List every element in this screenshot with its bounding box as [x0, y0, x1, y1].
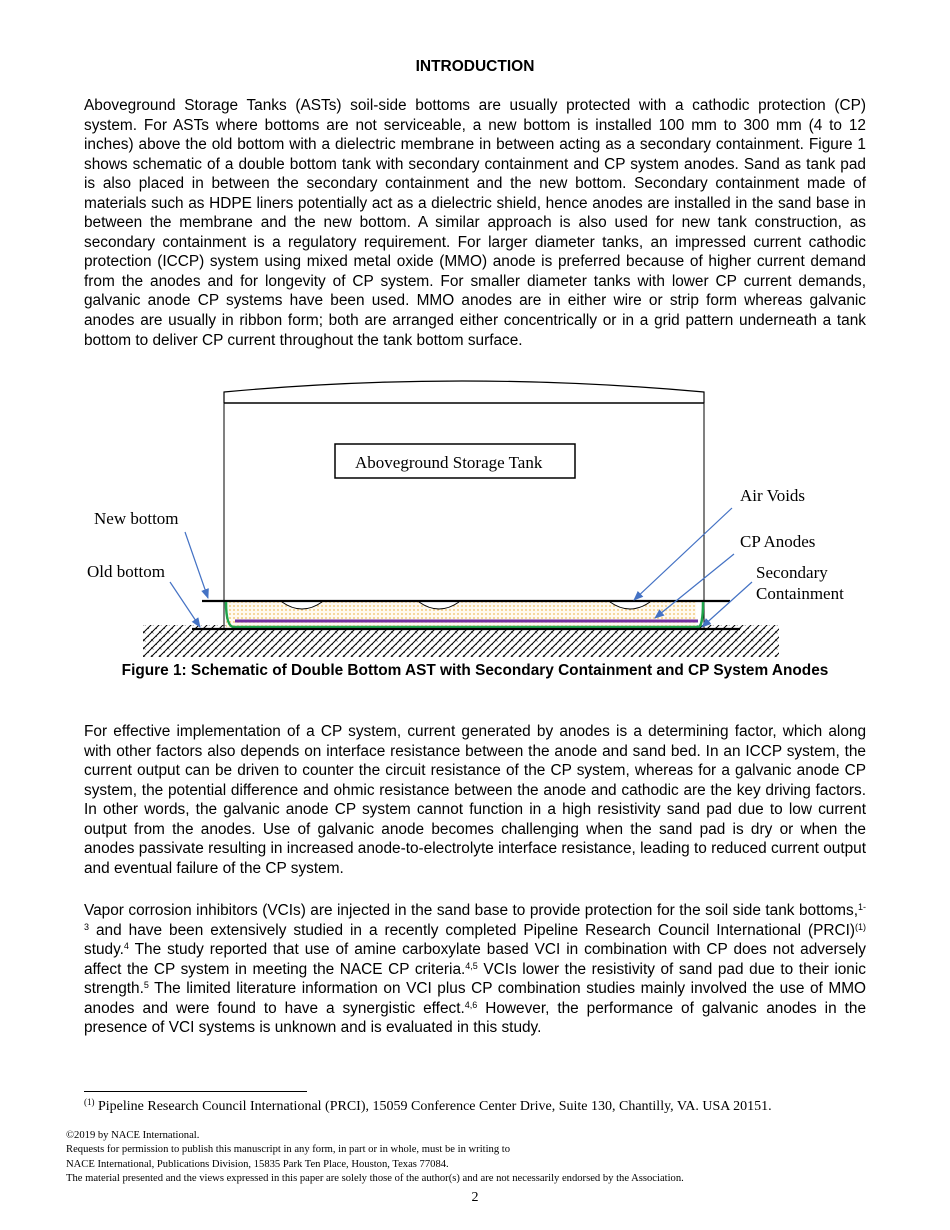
- citation: 5: [143, 980, 149, 991]
- label-air-voids: Air Voids: [740, 486, 806, 505]
- label-secondary: Secondary: [756, 563, 828, 582]
- citation: 4,6: [464, 999, 478, 1010]
- tank-label: Aboveground Storage Tank: [355, 453, 543, 472]
- label-containment: Containment: [756, 584, 844, 603]
- citation: 4,5: [465, 960, 478, 971]
- arrow-secondary-containment: [702, 582, 752, 627]
- footer-line: Requests for permission to publish this manuscript in any form, in part or in whole, must be in writing to: [66, 1144, 511, 1156]
- arrow-old-bottom: [170, 582, 200, 627]
- label-old-bottom: Old bottom: [87, 562, 165, 581]
- text: However, the performance of galvanic anodes in the presence of VCI systems is unknown and is evaluated in this study.: [84, 999, 866, 1037]
- section-heading: INTRODUCTION: [415, 58, 535, 75]
- page-number: 2: [471, 1190, 479, 1205]
- footnote-ref: (1): [855, 921, 866, 932]
- page-footer: [66, 1129, 684, 1186]
- text: VCIs lower the resistivity of sand pad due to their ionic strength.: [84, 960, 866, 998]
- text: Vapor corrosion inhibitors (VCIs) are injected in the sand base to provide protection for the soil side tank bottoms,: [84, 902, 858, 919]
- text: The limited literature information on VCI plus CP combination studies mainly involved the use of MMO anodes and were found to have a synergistic effect.: [84, 980, 866, 1017]
- arrow-air-voids: [634, 508, 732, 600]
- tank-roof: [224, 381, 704, 403]
- citation: 1-3: [84, 902, 866, 932]
- text: and have been extensively studied in a recently completed Pipeline Research Council International (PRCI): [89, 921, 855, 939]
- text: study.: [84, 941, 124, 959]
- footer-line: The material presented and the views expressed in this paper are solely those of the author(s) and are not necessarily endorsed by the Association.: [66, 1172, 684, 1184]
- label-new-bottom: New bottom: [94, 509, 179, 528]
- footnote-marker: (1): [84, 1097, 95, 1107]
- text: The study reported that use of amine carboxylate based VCI in combination with CP does not adversely affect the CP system in meeting the NACE CP criteria.: [84, 941, 866, 978]
- citation: 4: [123, 941, 129, 952]
- figure-caption: Figure 1: Schematic of Double Bottom AST with Secondary Containment and CP System Anodes: [121, 662, 829, 679]
- label-cp-anodes: CP Anodes: [740, 532, 816, 551]
- intro-paragraph-1: Aboveground Storage Tanks (ASTs) soil-side bottoms are usually protected with a cathodic protection (CP) system. For ASTs where bottoms are not serviceable, a new bottom is installed 100 mm to 300 mm (4 to 12 inches) above the old bottom with a dielectric membrane in between acting as a secondary containment. Figure 1 shows schematic of a double bottom tank with secondary containment and CP system anodes. Sand as tank pad is also placed in between the secondary containment and the new bottom. Secondary containment made of materials such as HDPE liners potentially act as a dielectric shield, hence anodes are installed in the sand base in between the membrane and the new bottom. A similar approach is also used for new tank construction, as secondary containment is a regulatory requirement. For larger diameter tanks, an impressed current cathodic protection (ICCP) system using mixed metal oxide (MMO) anode is preferred because of higher current demand from the anodes and for longevity of CP system. For smaller diameter tanks with lower CP current demands, galvanic anode CP systems have been used. MMO anodes are in either wire or strip form whereas galvanic anodes are usually in ribbon form; both are arranged either concentrically or in a grid pattern underneath a tank bottom to deliver CP current throughout the tank bottom surface.: [84, 97, 866, 349]
- footnote-text: Pipeline Research Council International (PRCI), 15059 Conference Center Drive, Suite 130, Chantilly, VA. USA 20151.: [94, 1099, 772, 1114]
- footer-copyright: ©2019 by NACE International.: [66, 1130, 200, 1141]
- intro-paragraph-3: [84, 901, 866, 1038]
- arrow-new-bottom: [185, 532, 208, 598]
- footer-line: NACE International, Publications Division, 15835 Park Ten Place, Houston, Texas 77084.: [66, 1158, 449, 1170]
- footnote-divider: [84, 1091, 307, 1092]
- footnote: [84, 1099, 772, 1115]
- intro-paragraph-2: For effective implementation of a CP system, current generated by anodes is a determining factor, which along with other factors also depends on interface resistance between the anode and sand bed. In an ICCP system, the current output can be driven to counter the circuit resistance of the CP system, whereas for a galvanic anode CP system, the potential difference and ohmic resistance between the anode and cathodic are the key driving factors. In other words, the galvanic anode CP system cannot function in a high resistivity sand pad due to low current output from the anodes. Use of galvanic anode becomes challenging when the sand pad is dry or when the anodes passivate resulting in increased anode-to-electrolyte interface resistance, leading to reduced current output and eventual failure of the CP system.: [84, 723, 866, 877]
